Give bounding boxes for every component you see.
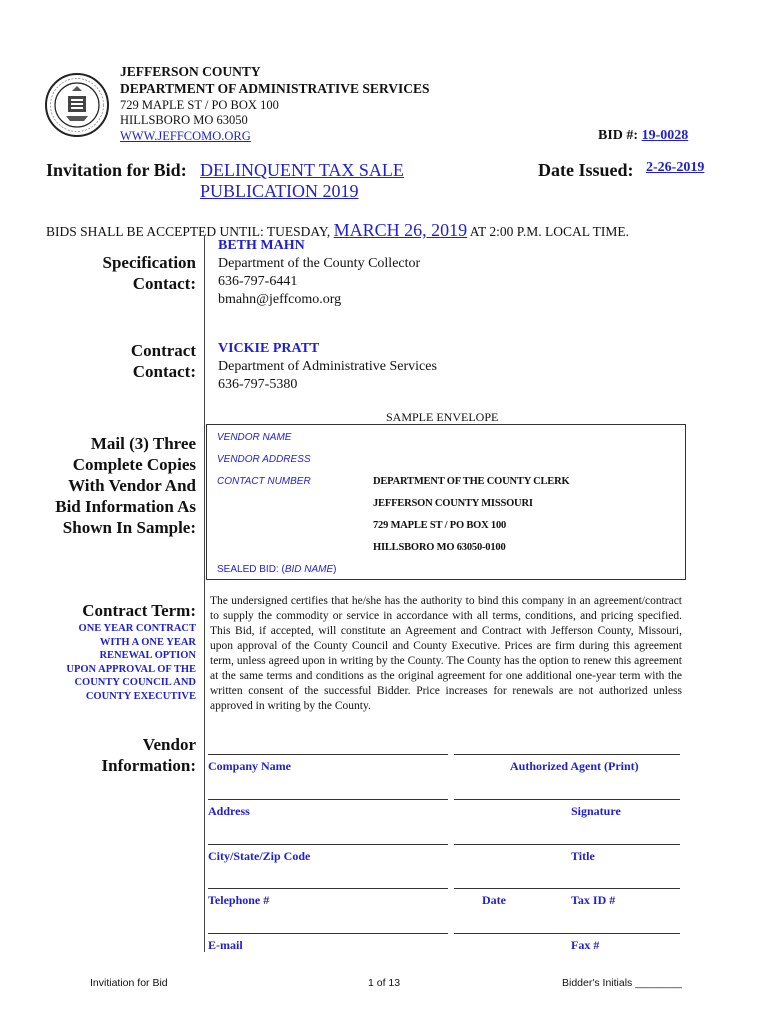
envelope-to-line4: HILLSBORO MO 63050-0100 [373,542,506,553]
address-label: Address [208,804,250,818]
section-divider [204,236,205,952]
deadline-prefix: BIDS SHALL BE ACCEPTED UNTIL: TUESDAY, [46,224,334,239]
contract-contact-label [131,340,196,382]
org-address-line1: 729 MAPLE ST / PO BOX 100 [120,98,279,112]
authorized-agent-label: Authorized Agent (Print) [510,759,639,773]
envelope-contact-number: CONTACT NUMBER [217,476,311,487]
spec-contact-email: bmahn@jeffcomo.org [218,292,342,307]
footer-doc-name: Invitiation for Bid [90,977,168,989]
signature-label: Signature [571,804,621,818]
fax-label: Fax # [571,938,600,952]
sample-envelope [206,424,686,580]
envelope-sealed-bid [217,564,337,575]
tax-id-label: Tax ID # [571,893,616,907]
mail-line2: Complete Copies [72,455,196,474]
spec-contact-dept: Department of the County Collector [218,256,421,271]
certification-paragraph: The undersigned certifies that he/she has the authority to bind this company in an agreement/contract to supply the commodity or service in accordance with all terms, conditions, and pricing specified. This Bid, if accepted, will constitute an Agreement and Contract with Jefferson County, Missouri, upon approval of the County Council and County Executive. Prices are firm during this agreement term, unless agreed upon in writing by the County. The County has the option to renew this agreement at the same terms and conditions as the original agreement for one additional one-year term with the written consent of the successful Bidder. Price increases for renewals are not authorized unless approved in writing by the County. [210,595,682,712]
mail-line4: Bid Information As [55,497,196,516]
date-issued-label: Date Issued: [538,160,634,180]
org-name: JEFFERSON COUNTY [120,64,261,79]
invitation-for-bid-label: Invitation for Bid: [46,160,187,180]
vendor-info-label [102,734,196,776]
sealed-bid-suffix: ) [333,564,337,575]
date-issued-value: 2-26-2019 [646,160,705,175]
spec-contact-label-line2: Contact: [132,274,196,293]
envelope-to-line1: DEPARTMENT OF THE COUNTY CLERK [373,476,570,487]
term-note-line3: RENEWAL OPTION [99,650,196,661]
contract-term-label: Contract Term: [82,601,196,620]
org-department: DEPARTMENT OF ADMINISTRATIVE SERVICES [120,81,430,96]
city-state-zip-label: City/State/Zip Code [208,849,311,863]
address-field[interactable] [208,799,448,800]
spec-contact-label [103,252,197,294]
telephone-field[interactable] [208,888,448,889]
email-field[interactable] [208,933,448,934]
spec-contact-label-line1: Specification [102,253,196,272]
vendor-info-label-line1: Vendor [142,735,196,754]
footer-page-number: 1 of 13 [368,977,401,989]
sample-envelope-caption: SAMPLE ENVELOPE [386,410,499,424]
vendor-info-label-line2: Information: [101,756,196,775]
term-note-line1: ONE YEAR CONTRACT [78,623,196,634]
sealed-bid-name: BID NAME [284,564,334,575]
bid-title-line1: DELINQUENT TAX SALE [200,160,404,180]
spec-contact-name: BETH MAHN [218,238,305,253]
date-tax-id-field[interactable] [454,888,680,889]
term-note-line6: COUNTY EXECUTIVE [85,690,196,702]
bid-deadline [46,220,629,241]
telephone-label: Telephone # [208,893,270,907]
authorized-agent-field[interactable] [454,754,680,755]
sealed-bid-prefix: SEALED BID: ( [217,564,285,575]
contract-contact-label-line2: Contact: [132,362,196,381]
term-note-line5: COUNTY COUNCIL AND [74,677,196,688]
term-note-line4: UPON APPROVAL OF THE [66,663,196,675]
mail-line3: With Vendor And [68,476,196,495]
bid-number-value: 19-0028 [641,128,689,143]
contract-term-note [26,622,196,703]
company-name-label: Company Name [208,759,291,773]
bid-title [200,160,500,202]
contract-contact-phone: 636-797-5380 [218,377,298,392]
email-label: E-mail [208,938,243,952]
mail-instructions [55,433,196,538]
signature-field[interactable] [454,799,680,800]
fax-field[interactable] [454,933,680,934]
org-website-link[interactable]: WWW.JEFFCOMO.ORG [120,129,251,143]
term-note-line2: WITH A ONE YEAR [99,636,196,648]
org-address-line2: HILLSBORO MO 63050 [120,113,248,127]
bid-number-label: BID #: [598,128,639,143]
mail-line5: Shown In Sample: [62,518,196,537]
envelope-vendor-address: VENDOR ADDRESS [217,454,311,465]
deadline-suffix: AT 2:00 P.M. LOCAL TIME. [467,224,629,239]
contract-contact-label-line1: Contract [130,341,196,360]
spec-contact-phone: 636-797-6441 [218,274,298,289]
county-seal-logo [44,72,110,138]
contract-contact-dept: Department of Administrative Services [218,359,437,374]
title-label: Title [571,849,595,863]
deadline-date: MARCH 26, 2019 [333,220,468,240]
city-state-zip-field[interactable] [208,844,448,845]
contract-contact-name: VICKIE PRATT [218,341,320,356]
bid-title-line2: PUBLICATION 2019 [200,181,359,201]
mail-line1: Mail (3) Three [90,434,196,453]
company-name-field[interactable] [208,754,448,755]
date-label: Date [482,893,506,907]
title-field[interactable] [454,844,680,845]
envelope-vendor-name: VENDOR NAME [217,432,292,443]
footer-bidder-initials: Bidder's Initials ________ [562,977,682,989]
envelope-to-line2: JEFFERSON COUNTY MISSOURI [373,498,533,509]
bid-number [598,128,688,144]
envelope-to-line3: 729 MAPLE ST / PO BOX 100 [373,520,507,531]
